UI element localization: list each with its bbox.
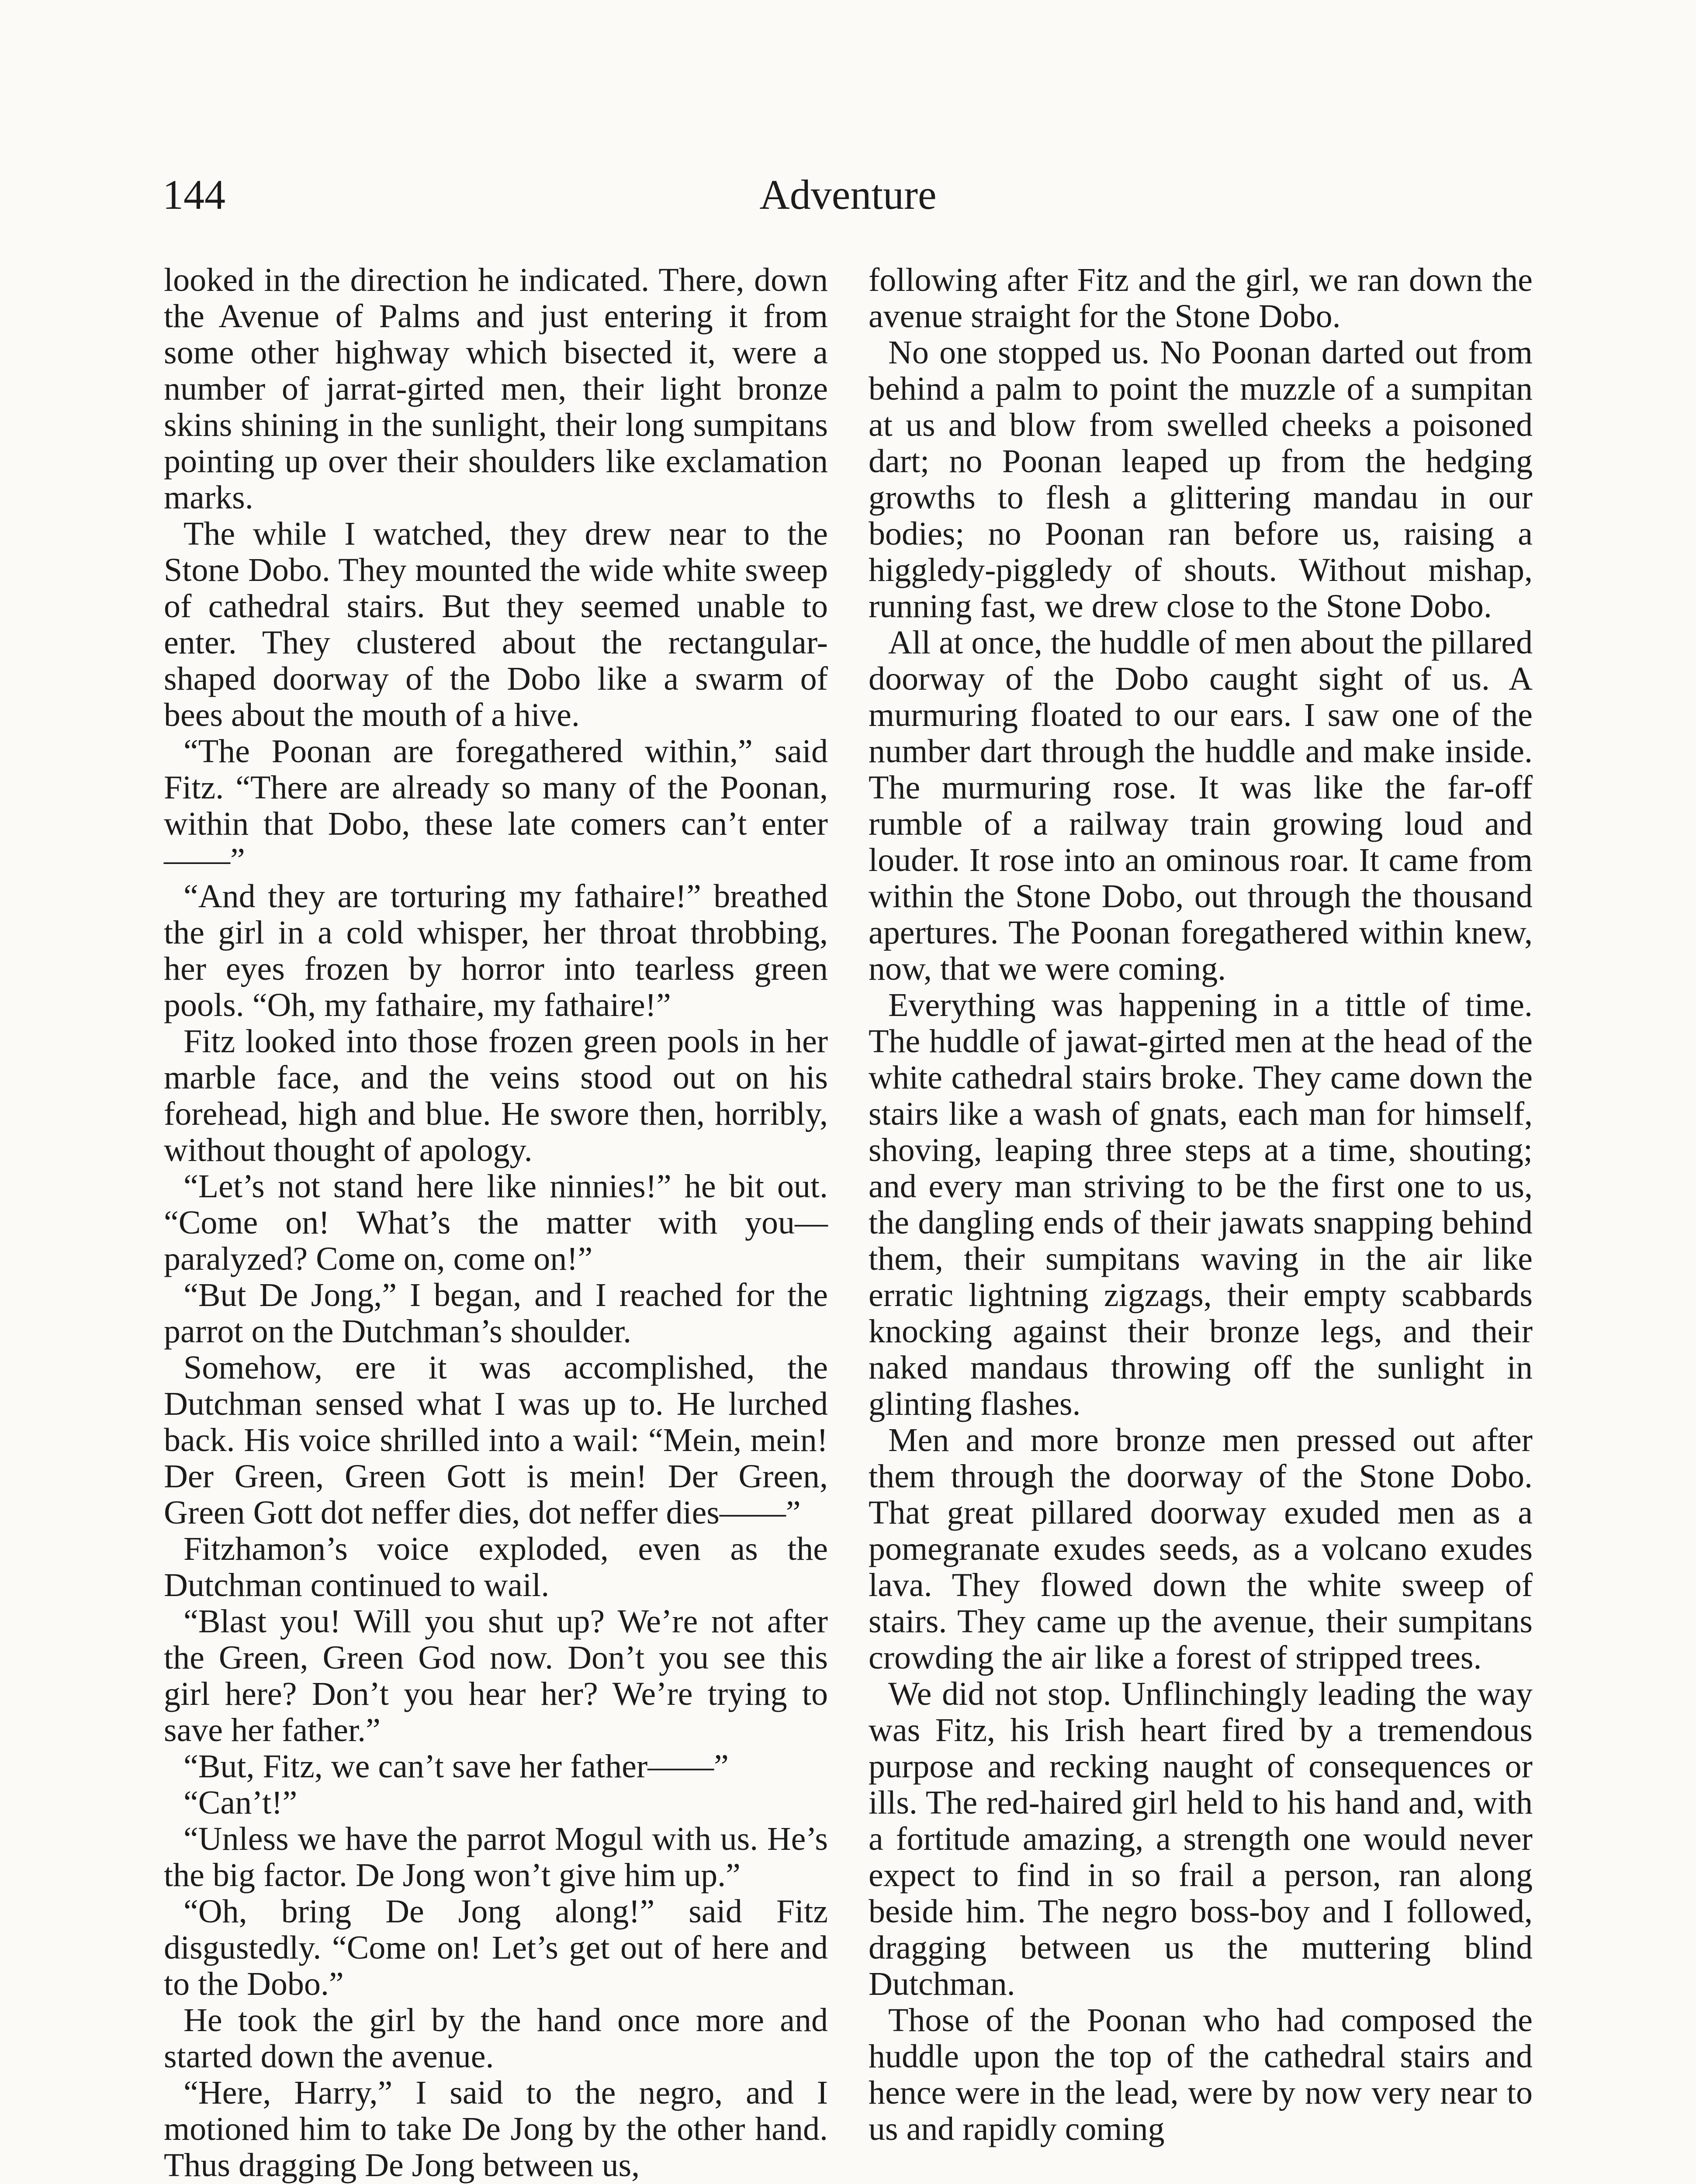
paragraph: looked in the direction he indicated. There, down the Avenue of Palms and just entering it from some other highway which bisected it, were a number of jarrat-girted men, their light bronze skins shining in the sunlight, their long sumpitans pointing up over their shoulders like exclamation marks. [164,262,828,516]
paragraph: “The Poonan are foregathered within,” said Fitz. “There are already so many of the Poonan, within that Dobo, these late comers can’t enter——” [164,733,828,878]
paragraph: “Let’s not stand here like ninnies!” he bit out. “Come on! What’s the matter with you—paralyzed? Come on, come on!” [164,1168,828,1277]
paragraph: “Oh, bring De Jong along!” said Fitz disgustedly. “Come on! Let’s get out of here and to the Dobo.” [164,1893,828,2002]
paragraph: “Unless we have the parrot Mogul with us. He’s the big factor. De Jong won’t give him up.” [164,1821,828,1894]
paragraph: Fitz looked into those frozen green pools in her marble face, and the veins stood out on his forehead, high and blue. He swore then, horribly, without thought of apology. [164,1023,828,1168]
paragraph: “And they are torturing my fathaire!” breathed the girl in a cold whisper, her throat throbbing, her eyes frozen by horror into tearless green pools. “Oh, my fathaire, my fathaire!” [164,878,828,1023]
paragraph: All at once, the huddle of men about the pillared doorway of the Dobo caught sight of us. A murmuring floated to our ears. I saw one of the number dart through the huddle and make inside. The murmuring rose. It was like the far-off rumble of a railway train growing loud and louder. It rose into an ominous roar. It came from within the Stone Dobo, out through the thousand apertures. The Poonan foregathered within knew, now, that we were coming. [869,624,1533,987]
paragraph: “Can’t!” [183,1784,298,1821]
paragraph: following after Fitz and the girl, we ran down the avenue straight for the Stone Dobo. [869,262,1533,335]
paragraph: Those of the Poonan who had composed the huddle upon the top of the cathedral stairs and hence were in the lead, were by now very near to us and rapidly coming [869,2002,1533,2147]
paragraph: He took the girl by the hand once more and started down the avenue. [164,2002,828,2075]
paragraph: “Here, Harry,” I said to the negro, and I motioned him to take De Jong by the other hand. Thus dragging De Jong between us, [164,2074,828,2184]
paragraph: “Blast you! Will you shut up? We’re not after the Green, Green God now. Don’t you see this girl here? Don’t you hear her? We’re trying to save her father.” [164,1603,828,1749]
paragraph: No one stopped us. No Poonan darted out from behind a palm to point the muzzle of a sumpitan at us and blow from swelled cheeks a poisoned dart; no Poonan leaped up from the hedging growths to flesh a glittering mandau in our bodies; no Poonan ran before us, raising a higgledy-piggledy of shouts. Without mishap, running fast, we drew close to the Stone Dobo. [869,334,1533,625]
paragraph: We did not stop. Unflinchingly leading the way was Fitz, his Irish heart fired by a tremendous purpose and recking naught of consequences or ills. The red-haired girl held to his hand and, with a fortitude amazing, a strength one would never expect to find in so frail a person, ran along beside him. The negro boss-boy and I followed, dragging between us the muttering blind Dutchman. [869,1676,1533,2002]
paragraph: “But, Fitz, we can’t save her father——” [183,1748,729,1785]
right-column [869,262,1533,2147]
paragraph: The while I watched, they drew near to the Stone Dobo. They mounted the wide white sweep of cathedral stairs. But they seemed unable to enter. They clustered about the rectangular-shaped doorway of the Dobo like a swarm of bees about the mouth of a hive. [164,515,828,733]
page-header [0,170,1696,227]
paragraph: Men and more bronze men pressed out after them through the doorway of the Stone Dobo. That great pillared doorway exuded men as a pomegranate exudes seeds, as a volcano exudes lava. They flowed down the white sweep of stairs. They came up the avenue, their sumpitans crowding the air like a forest of stripped trees. [869,1422,1533,1676]
page-number: 144 [163,171,225,218]
paragraph: Somehow, ere it was accomplished, the Dutchman sensed what I was up to. He lurched back. His voice shrilled into a wail: “Mein, mein! Der Green, Green Gott is mein! Der Green, Green Gott dot neffer dies, dot neffer dies——” [164,1349,828,1531]
paragraph: “But De Jong,” I began, and I reached for the parrot on the Dutchman’s shoulder. [164,1277,828,1350]
paragraph: Fitzhamon’s voice exploded, even as the Dutchman continued to wail. [164,1531,828,1603]
left-column [164,262,828,2184]
running-title: Adventure [759,171,937,218]
paragraph: Everything was happening in a tittle of time. The huddle of jawat-girted men at the head of the white cathedral stairs broke. They came down the stairs like a wash of gnats, each man for himself, shoving, leaping three steps at a time, shouting; and every man striving to be the first one to us, the dangling ends of their jawats snapping behind them, their sumpitans waving in the air like erratic lightning zigzags, their empty scabbards knocking against their bronze legs, and their naked mandaus throwing off the sunlight in glinting flashes. [869,987,1533,1422]
